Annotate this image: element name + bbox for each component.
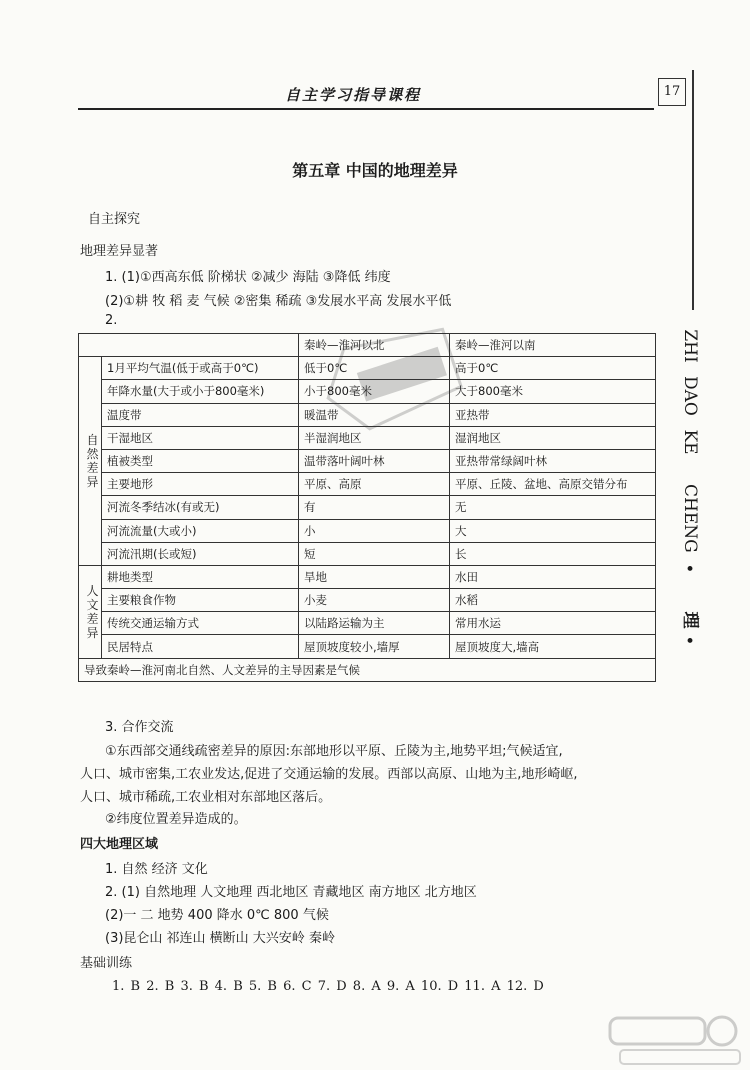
q1-line2: (2)①耕 牧 稻 麦 气候 ②密集 稀疏 ③发展水平高 发展水平低 — [105, 294, 452, 309]
col-north-header: 秦岭—淮河以北 — [299, 334, 450, 357]
q3-para1-line1: ①东西部交通线疏密差异的原因:东部地形以平原、丘陵为主,地势平坦;气候适宜, — [105, 744, 563, 759]
row-south: 屋顶坡度大,墙高 — [450, 635, 656, 658]
table-footer: 导致秦岭—淮河南北自然、人文差异的主导因素是气候 — [79, 658, 656, 681]
header-rule — [78, 108, 654, 110]
row-south: 无 — [450, 496, 656, 519]
side-text-1: DAO — [680, 376, 700, 416]
side-rule — [692, 70, 694, 310]
row-south: 水田 — [450, 565, 656, 588]
side-text-0: ZHI — [680, 329, 700, 363]
side-text-6: • — [684, 632, 696, 652]
row-item: 民居特点 — [102, 635, 299, 658]
row-south: 常用水运 — [450, 612, 656, 635]
row-item: 河流冬季结冰(有或无) — [102, 496, 299, 519]
regions-line3: (2)一 二 地势 400 降水 0℃ 800 气候 — [105, 908, 329, 923]
regions-line1: 1. 自然 经济 文化 — [105, 862, 208, 877]
row-item: 1月平均气温(低于或高于0℃) — [102, 357, 299, 380]
row-north: 以陆路运输为主 — [299, 612, 450, 635]
table-row — [79, 635, 656, 658]
table-row — [79, 589, 656, 612]
row-north: 低于0℃ — [299, 357, 450, 380]
side-text-2: KE — [680, 429, 700, 455]
table-row — [79, 519, 656, 542]
row-item: 传统交通运输方式 — [102, 612, 299, 635]
q3-label: 3. 合作交流 — [105, 720, 174, 735]
section-heading-regions: 四大地理区域 — [80, 837, 159, 852]
row-item: 主要地形 — [102, 473, 299, 496]
col-south-header: 秦岭—淮河以南 — [450, 334, 656, 357]
row-north: 温带落叶阔叶林 — [299, 449, 450, 472]
row-south: 大 — [450, 519, 656, 542]
table-row — [79, 612, 656, 635]
section-heading-training: 基础训练 — [80, 956, 133, 971]
watermark-logo — [600, 1010, 750, 1070]
chapter-title: 第五章 中国的地理差异 — [292, 161, 458, 180]
table-footer-row — [79, 658, 656, 681]
group-natural — [79, 357, 102, 566]
row-item: 河流流量(大或小) — [102, 519, 299, 542]
side-text-4: • — [684, 560, 696, 580]
q1-line1: 1. (1)①西高东低 阶梯状 ②减少 海陆 ③降低 纬度 — [105, 270, 391, 285]
group-human — [79, 565, 102, 658]
row-north: 旱地 — [299, 565, 450, 588]
row-item: 植被类型 — [102, 449, 299, 472]
header-title: 自主学习指导课程 — [285, 86, 422, 104]
row-north: 小 — [299, 519, 450, 542]
row-north: 屋顶坡度较小,墙厚 — [299, 635, 450, 658]
row-south: 平原、丘陵、盆地、高原交错分布 — [450, 473, 656, 496]
row-south: 水稻 — [450, 589, 656, 612]
regions-line2: 2. (1) 自然地理 人文地理 西北地区 青藏地区 南方地区 北方地区 — [105, 885, 477, 900]
row-north: 小于800毫米 — [299, 380, 450, 403]
row-south: 长 — [450, 542, 656, 565]
side-text-5: 理 — [680, 611, 700, 629]
row-north: 短 — [299, 542, 450, 565]
row-north: 小麦 — [299, 589, 450, 612]
q3-para2: ②纬度位置差异造成的。 — [105, 812, 247, 827]
q3-para1-line2: 人口、城市密集,工农业发达,促进了交通运输的发展。西部以高原、山地为主,地形崎岖, — [80, 767, 578, 782]
row-item: 温度带 — [102, 403, 299, 426]
subheading-differences: 地理差异显著 — [80, 244, 159, 259]
q3-para1-line3: 人口、城市稀疏,工农业相对东部地区落后。 — [80, 790, 332, 805]
row-south: 亚热带常绿阔叶林 — [450, 449, 656, 472]
row-south: 大于800毫米 — [450, 380, 656, 403]
row-north: 有 — [299, 496, 450, 519]
row-south: 高于0℃ — [450, 357, 656, 380]
q2-label: 2. — [105, 313, 118, 328]
side-vertical-text — [672, 329, 708, 653]
row-item: 年降水量(大于或小于800毫米) — [102, 380, 299, 403]
training-answers: 1. B 2. B 3. B 4. B 5. B 6. C 7. D 8. A 9. A 10. D 11. A 12. D — [112, 979, 544, 994]
row-item: 河流汛期(长或短) — [102, 542, 299, 565]
group-natural-label: 自然差异 — [86, 433, 99, 490]
row-south: 湿润地区 — [450, 426, 656, 449]
row-north: 半湿润地区 — [299, 426, 450, 449]
group-human-label: 人文差异 — [86, 583, 99, 640]
table-row — [79, 473, 656, 496]
row-item: 主要粮食作物 — [102, 589, 299, 612]
side-text-3: CHENG — [680, 484, 700, 553]
section-heading-explore: 自主探究 — [88, 212, 141, 227]
row-north: 暖温带 — [299, 403, 450, 426]
row-item: 耕地类型 — [102, 565, 299, 588]
regions-line4: (3)昆仑山 祁连山 横断山 大兴安岭 秦岭 — [105, 931, 335, 946]
table-row — [79, 565, 656, 588]
row-item: 干湿地区 — [102, 426, 299, 449]
row-south: 亚热带 — [450, 403, 656, 426]
table-row — [79, 542, 656, 565]
page-number: 17 — [658, 78, 686, 106]
row-north: 平原、高原 — [299, 473, 450, 496]
table-row — [79, 449, 656, 472]
table-row — [79, 496, 656, 519]
